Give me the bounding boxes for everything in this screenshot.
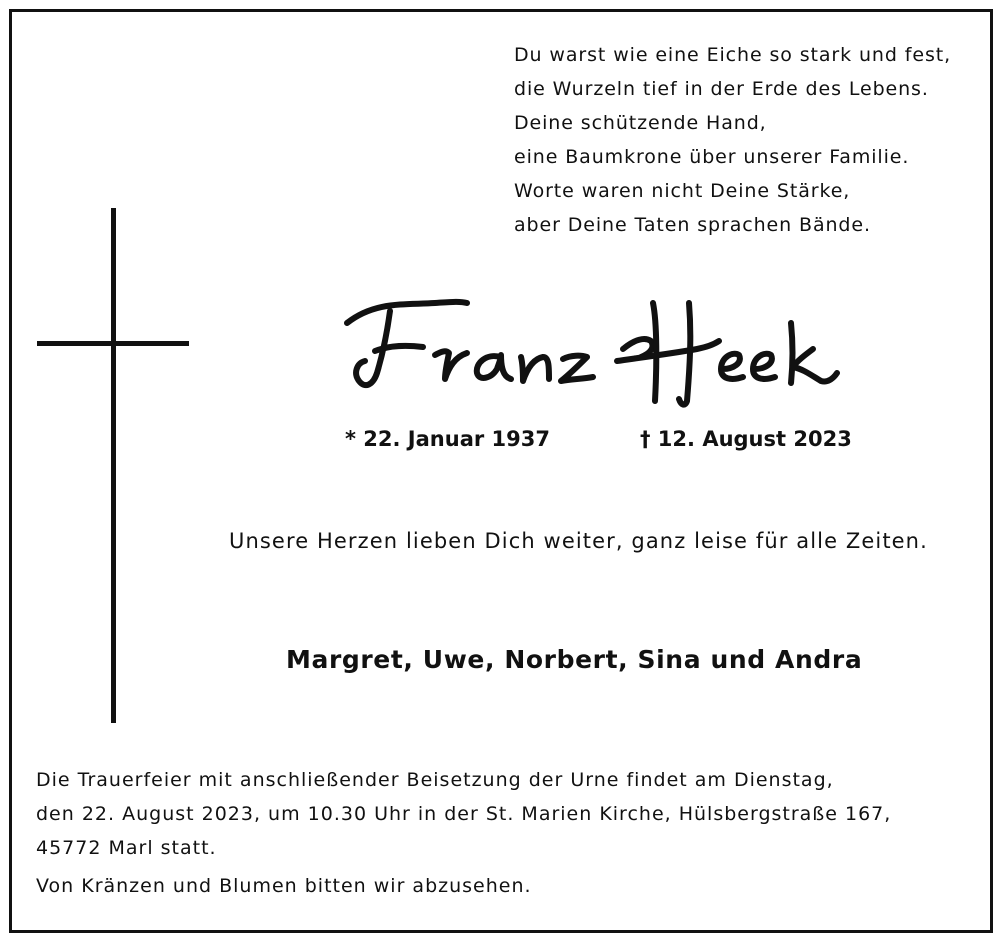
signature-drawing: [335, 283, 855, 413]
funeral-service-info: [36, 763, 976, 865]
poem-line: die Wurzeln tief in der Erde des Lebens.: [514, 78, 929, 100]
service-line: den 22. August 2023, um 10.30 Uhr in der St. Marien Kirche, Hülsbergstraße 167,: [36, 803, 892, 825]
poem: [514, 38, 984, 242]
cross-vertical-bar: [111, 208, 116, 723]
service-line: Die Trauerfeier mit anschließender Beisetzung der Urne findet am Dienstag,: [36, 769, 834, 791]
poem-line: Deine schützende Hand,: [514, 112, 767, 134]
birth-date: * 22. Januar 1937: [345, 427, 550, 451]
cross-horizontal-bar: [37, 341, 189, 346]
poem-line: eine Baumkrone über unserer Familie.: [514, 146, 910, 168]
deceased-name-signature: [335, 283, 855, 413]
poem-line: Worte waren nicht Deine Stärke,: [514, 180, 851, 202]
mourners-names: Margret, Uwe, Norbert, Sina und Andra: [286, 645, 863, 674]
death-date: † 12. August 2023: [640, 427, 852, 451]
poem-line: aber Deine Taten sprachen Bände.: [514, 214, 871, 236]
poem-line: Du warst wie eine Eiche so stark und fest,: [514, 44, 952, 66]
service-line: 45772 Marl statt.: [36, 837, 217, 859]
memorial-quote: Unsere Herzen lieben Dich weiter, ganz leise für alle Zeiten.: [229, 529, 928, 553]
flowers-note: Von Kränzen und Blumen bitten wir abzusehen.: [36, 875, 532, 897]
